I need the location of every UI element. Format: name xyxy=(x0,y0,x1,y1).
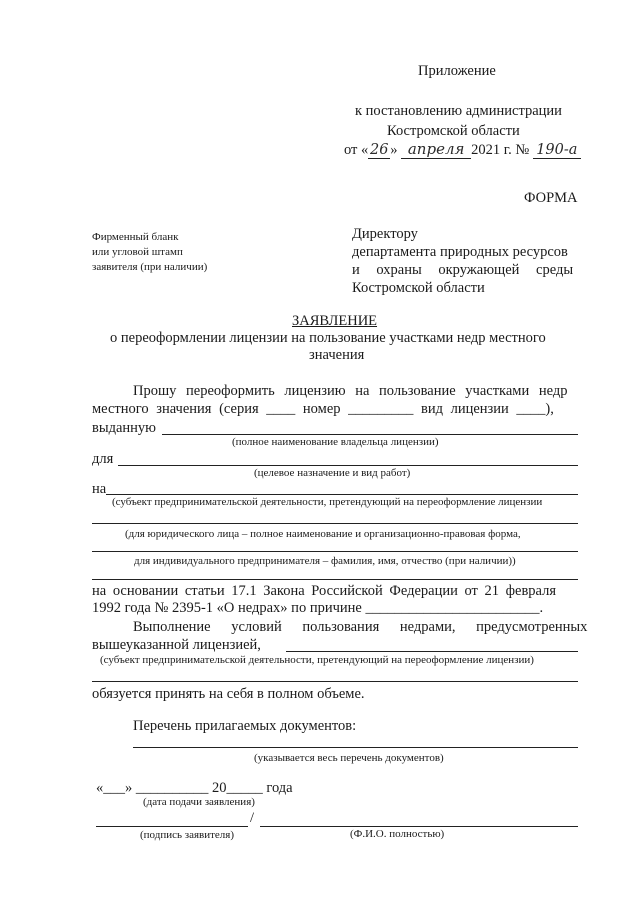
documents-caption: (указывается весь перечень документов) xyxy=(254,752,444,764)
submission-date-line: «___» __________ 20_____ года xyxy=(96,780,293,796)
obligation-text: обязуется принять на себя в полном объеме. xyxy=(92,686,365,702)
request-line-2: местного значения (серия ____ номер _________ вид лицензии ____), xyxy=(92,401,554,417)
signature-field-line[interactable] xyxy=(96,826,248,827)
letterhead-line-1: Фирменный бланк xyxy=(92,231,179,243)
date-mid: » xyxy=(390,142,398,158)
request-line-1: Прошу переоформить лицензию на пользование участками недр xyxy=(133,383,568,399)
signature-caption: (подпись заявителя) xyxy=(140,829,235,841)
for-caption: (целевое назначение и вид работ) xyxy=(254,467,411,479)
extra-field-line[interactable] xyxy=(92,579,578,580)
appendix-title: Приложение xyxy=(418,63,496,79)
for-label: для xyxy=(92,451,114,467)
conditions-line-2: вышеуказанной лицензией, xyxy=(92,637,261,653)
individual-field-line[interactable] xyxy=(92,551,578,552)
appendix-line-1: к постановлению администрации xyxy=(355,103,562,119)
legal-field-line[interactable] xyxy=(92,523,578,524)
to-label: на xyxy=(92,481,107,497)
documents-field-line[interactable] xyxy=(133,747,578,748)
issued-field-line[interactable] xyxy=(162,434,578,435)
issued-label: выданную xyxy=(92,420,157,436)
date-month-handwritten: апреля xyxy=(401,140,471,159)
legal-caption: (для юридического лица – полное наименование и организационно-правовая форма, xyxy=(125,528,521,540)
date-number-handwritten: 190-а xyxy=(533,142,581,159)
appendix-date-line xyxy=(344,140,581,159)
basis-line-1: на основании статьи 17.1 Закона Российской Федерации от 21 февраля xyxy=(92,583,557,599)
fio-field-line[interactable] xyxy=(260,826,578,827)
to-caption: (субъект предпринимательской деятельности, претендующий на переоформление лицензии xyxy=(112,496,543,508)
addressee-line-3: и охраны окружающей среды xyxy=(352,262,574,278)
document-title: ЗАЯВЛЕНИЕ xyxy=(292,313,378,329)
individual-caption: для индивидуального предпринимателя – фамилия, имя, отчество (при наличии)) xyxy=(134,555,516,567)
for-field-line[interactable] xyxy=(118,465,578,466)
submission-date-caption: (дата подачи заявления) xyxy=(143,796,255,808)
to-field-line[interactable] xyxy=(106,494,578,495)
appendix-line-2: Костромской области xyxy=(387,123,520,139)
addressee-line-1: Директору xyxy=(352,226,418,242)
fio-caption: (Ф.И.О. полностью) xyxy=(350,828,445,840)
conditions-caption: (субъект предпринимательской деятельности, претендующий на переоформление лицензии) xyxy=(100,654,534,666)
addressee-line-2: департамента природных ресурсов xyxy=(352,244,568,260)
letterhead-line-3: заявителя (при наличии) xyxy=(92,261,208,273)
basis-line-2: 1992 года № 2395-1 «О недрах» по причине ________________________. xyxy=(92,600,544,616)
date-prefix: от « xyxy=(344,142,369,158)
letterhead-line-2: или угловой штамп xyxy=(92,246,183,258)
conditions-field-line[interactable] xyxy=(286,651,578,652)
documents-label: Перечень прилагаемых документов: xyxy=(133,718,357,734)
document-subtitle-1: о переоформлении лицензии на пользование участками недр местного xyxy=(110,330,546,346)
issued-caption: (полное наименование владельца лицензии) xyxy=(232,436,439,448)
conditions-line-1: Выполнение условий пользования недрами, предусмотренных xyxy=(133,619,588,635)
form-label: ФОРМА xyxy=(524,190,578,206)
document-subtitle-2: значения xyxy=(309,347,365,363)
conditions-extra-line[interactable] xyxy=(92,681,578,682)
signature-slash: / xyxy=(250,810,255,826)
addressee-line-4: Костромской области xyxy=(352,280,485,296)
date-day-handwritten: 26 xyxy=(370,142,389,158)
date-year: 2021 г. № xyxy=(471,142,530,158)
